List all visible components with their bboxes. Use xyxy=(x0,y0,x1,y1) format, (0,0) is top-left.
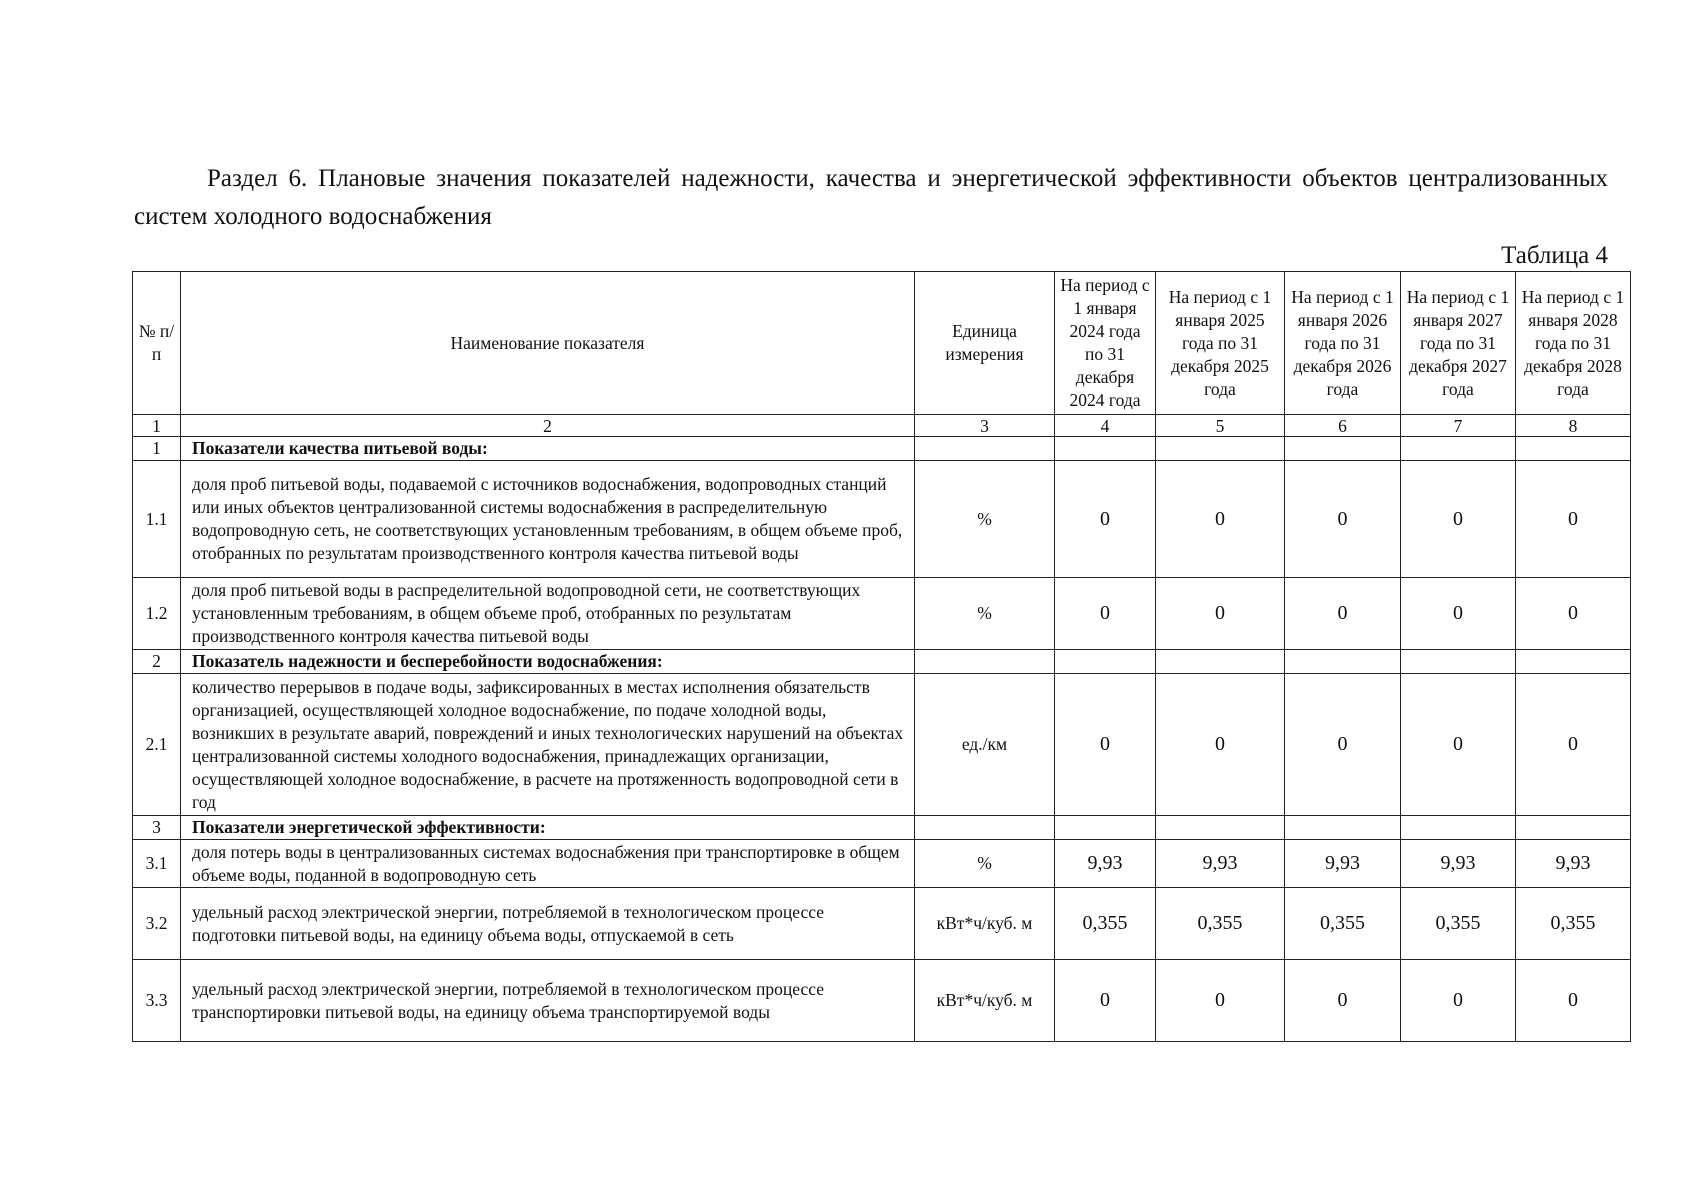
empty-cell xyxy=(1055,650,1156,674)
indicator-unit: кВт*ч/куб. м xyxy=(915,888,1055,960)
empty-cell xyxy=(1285,437,1401,461)
table-row xyxy=(133,888,1631,960)
empty-cell xyxy=(1401,437,1516,461)
value-2028: 9,93 xyxy=(1516,840,1631,888)
value-2027: 0,355 xyxy=(1401,888,1516,960)
table-row xyxy=(133,960,1631,1042)
indicator-unit: % xyxy=(915,578,1055,650)
value-2027: 9,93 xyxy=(1401,840,1516,888)
empty-cell xyxy=(1156,650,1285,674)
value-2028: 0 xyxy=(1516,960,1631,1042)
section-title: Показатели энергетической эффективности: xyxy=(181,816,915,840)
row-number: 1.1 xyxy=(133,461,181,578)
value-2026: 0,355 xyxy=(1285,888,1401,960)
empty-cell xyxy=(1516,816,1631,840)
row-number: 1 xyxy=(133,437,181,461)
value-2025: 9,93 xyxy=(1156,840,1285,888)
empty-cell xyxy=(915,816,1055,840)
column-number: 7 xyxy=(1401,415,1516,437)
empty-cell xyxy=(1401,650,1516,674)
indicators-table xyxy=(132,271,1631,1042)
indicator-name: удельный расход электрической энергии, потребляемой в технологическом процессе подготовки питьевой воды, на единицу объема воды, отпускаемой в сеть xyxy=(181,888,915,960)
column-number: 2 xyxy=(181,415,915,437)
value-2028: 0 xyxy=(1516,674,1631,816)
value-2028: 0,355 xyxy=(1516,888,1631,960)
column-number: 3 xyxy=(915,415,1055,437)
header-unit: Единица измерения xyxy=(915,272,1055,415)
indicator-name: доля проб питьевой воды, подаваемой с источников водоснабжения, водопроводных станций или иных объектов централизованной системы водоснабжения в распределительную водопроводную сеть, не соответствующих установленным требованиям, в общем объеме проб, отобранных по результатам производственного контроля качества питьевой воды xyxy=(181,461,915,578)
value-2025: 0,355 xyxy=(1156,888,1285,960)
column-number-row xyxy=(133,415,1631,437)
row-number: 3.1 xyxy=(133,840,181,888)
value-2026: 0 xyxy=(1285,960,1401,1042)
header-period-2028: На период с 1 января 2028 года по 31 декабря 2028 года xyxy=(1516,272,1631,415)
row-number: 1.2 xyxy=(133,578,181,650)
table-row xyxy=(133,840,1631,888)
header-period-2024: На период с 1 января 2024 года по 31 декабря 2024 года xyxy=(1055,272,1156,415)
empty-cell xyxy=(1516,650,1631,674)
indicator-unit: % xyxy=(915,461,1055,578)
indicator-unit: ед./км xyxy=(915,674,1055,816)
value-2026: 0 xyxy=(1285,674,1401,816)
header-name: Наименование показателя xyxy=(181,272,915,415)
header-period-2026: На период с 1 января 2026 года по 31 декабря 2026 года xyxy=(1285,272,1401,415)
table-row xyxy=(133,674,1631,816)
value-2025: 0 xyxy=(1156,960,1285,1042)
section-row xyxy=(133,650,1631,674)
value-2027: 0 xyxy=(1401,578,1516,650)
table-row xyxy=(133,461,1631,578)
value-2024: 0 xyxy=(1055,960,1156,1042)
section-title: Показатели качества питьевой воды: xyxy=(181,437,915,461)
value-2025: 0 xyxy=(1156,578,1285,650)
value-2026: 0 xyxy=(1285,461,1401,578)
row-number: 3.2 xyxy=(133,888,181,960)
value-2026: 9,93 xyxy=(1285,840,1401,888)
value-2024: 0 xyxy=(1055,461,1156,578)
value-2028: 0 xyxy=(1516,461,1631,578)
column-number: 5 xyxy=(1156,415,1285,437)
indicator-unit: % xyxy=(915,840,1055,888)
empty-cell xyxy=(1401,816,1516,840)
value-2024: 0 xyxy=(1055,674,1156,816)
value-2027: 0 xyxy=(1401,674,1516,816)
empty-cell xyxy=(1285,816,1401,840)
value-2024: 9,93 xyxy=(1055,840,1156,888)
value-2028: 0 xyxy=(1516,578,1631,650)
empty-cell xyxy=(915,437,1055,461)
section-title: Показатель надежности и бесперебойности водоснабжения: xyxy=(181,650,915,674)
header-period-2025: На период с 1 января 2025 года по 31 декабря 2025 года xyxy=(1156,272,1285,415)
column-number: 4 xyxy=(1055,415,1156,437)
empty-cell xyxy=(1516,437,1631,461)
table-label: Таблица 4 xyxy=(1501,242,1608,269)
value-2027: 0 xyxy=(1401,960,1516,1042)
empty-cell xyxy=(1055,437,1156,461)
column-number: 6 xyxy=(1285,415,1401,437)
indicator-name: количество перерывов в подаче воды, зафиксированных в местах исполнения обязательств организацией, осуществляющей холодное водоснабжение, по подаче холодной воды, возникших в результате аварий, повреждений и иных технологических нарушений на объектах централизованной системы холодного водоснабжения, принадлежащих организации, осуществляющей холодное водоснабжение, в расчете на протяженность водопроводной сети в год xyxy=(181,674,915,816)
table-row xyxy=(133,578,1631,650)
row-number: 3 xyxy=(133,816,181,840)
header-period-2027: На период с 1 января 2027 года по 31 декабря 2027 года xyxy=(1401,272,1516,415)
row-number: 2 xyxy=(133,650,181,674)
empty-cell xyxy=(1285,650,1401,674)
row-number: 2.1 xyxy=(133,674,181,816)
empty-cell xyxy=(1156,816,1285,840)
section-row xyxy=(133,437,1631,461)
empty-cell xyxy=(1055,816,1156,840)
value-2025: 0 xyxy=(1156,461,1285,578)
header-num: № п/п xyxy=(133,272,181,415)
section-heading: Раздел 6. Плановые значения показателей надежности, качества и энергетической эффективности объектов централизованных систем холодного водоснабжения xyxy=(134,165,1608,230)
value-2024: 0 xyxy=(1055,578,1156,650)
header-row xyxy=(133,272,1631,415)
value-2025: 0 xyxy=(1156,674,1285,816)
indicator-unit: кВт*ч/куб. м xyxy=(915,960,1055,1042)
indicator-name: удельный расход электрической энергии, потребляемой в технологическом процессе транспортировки питьевой воды, на единицу объема транспортируемой воды xyxy=(181,960,915,1042)
row-number: 3.3 xyxy=(133,960,181,1042)
value-2024: 0,355 xyxy=(1055,888,1156,960)
indicator-name: доля проб питьевой воды в распределительной водопроводной сети, не соответствующих установленным требованиям, в общем объеме проб, отобранных по результатам производственного контроля качества питьевой воды xyxy=(181,578,915,650)
value-2026: 0 xyxy=(1285,578,1401,650)
column-number: 1 xyxy=(133,415,181,437)
column-number: 8 xyxy=(1516,415,1631,437)
empty-cell xyxy=(915,650,1055,674)
section-row xyxy=(133,816,1631,840)
value-2027: 0 xyxy=(1401,461,1516,578)
empty-cell xyxy=(1156,437,1285,461)
indicator-name: доля потерь воды в централизованных системах водоснабжения при транспортировке в общем объеме воды, поданной в водопроводную сеть xyxy=(181,840,915,888)
